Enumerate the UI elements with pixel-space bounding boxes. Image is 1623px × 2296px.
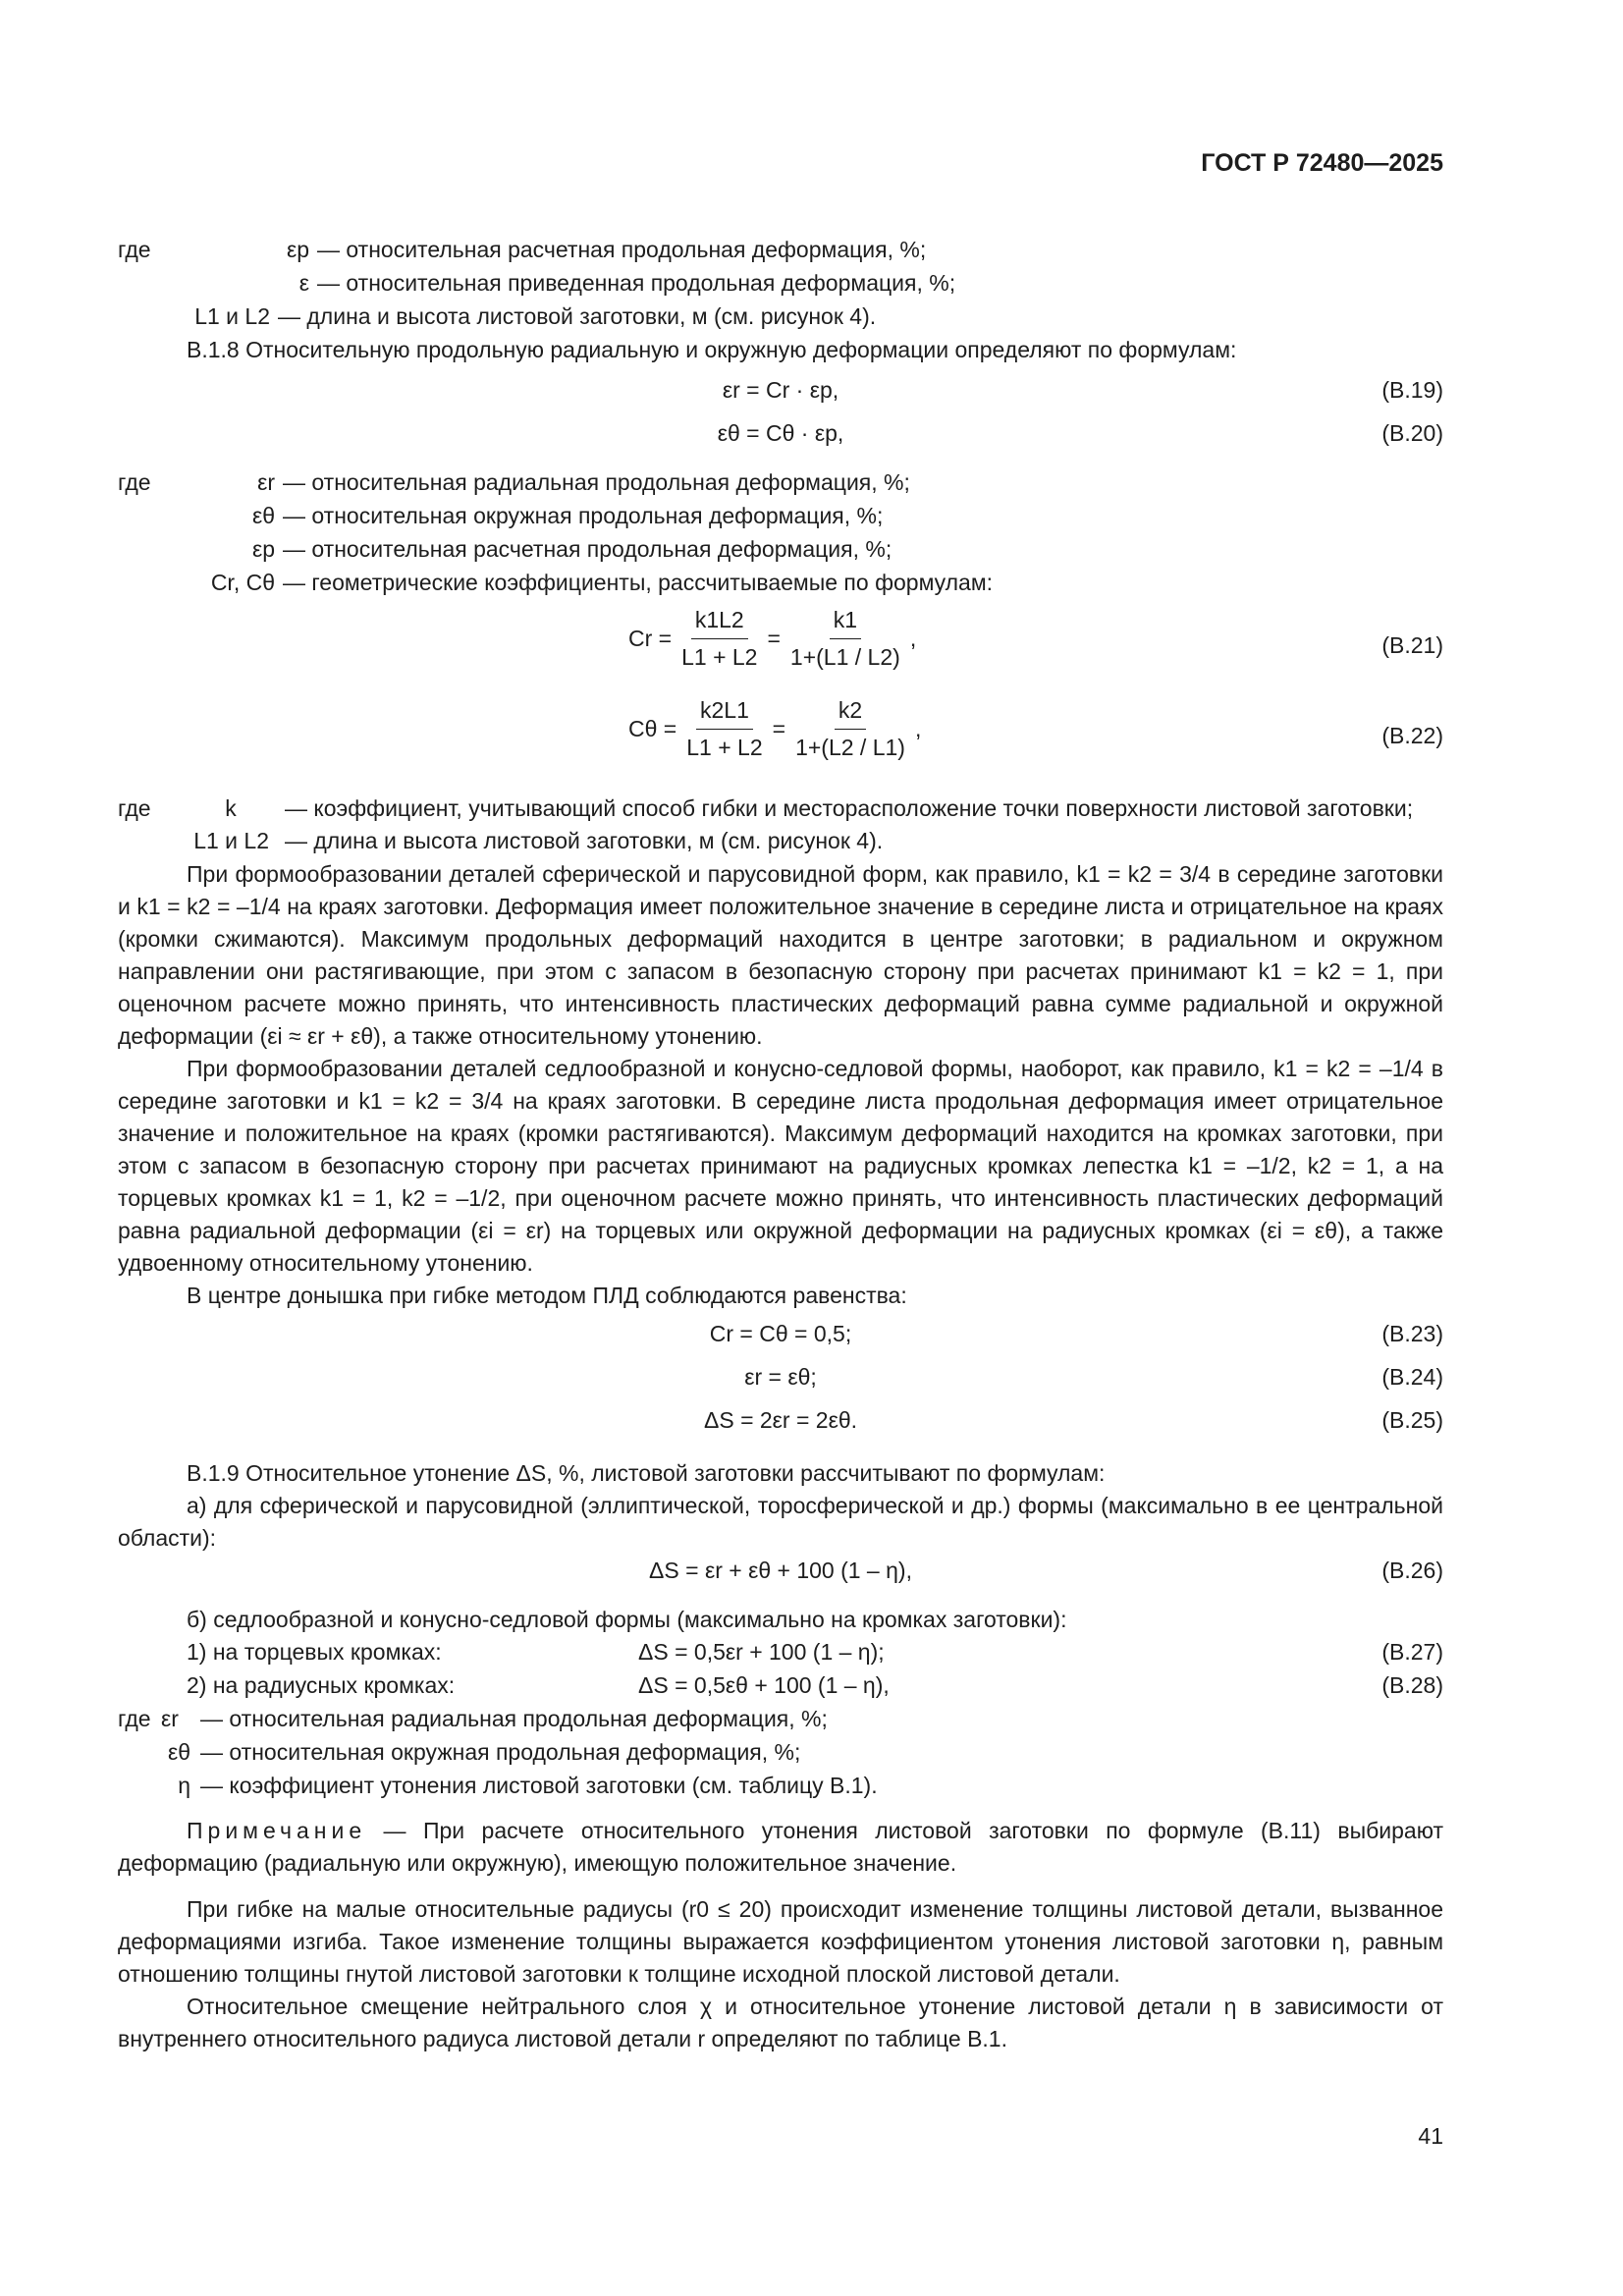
document-header: ГОСТ Р 72480—2025 (1201, 149, 1443, 177)
equation: εr = Cr · εp, (В.19) (722, 377, 1443, 403)
equation: ΔS = εr + εθ + 100 (1 – η), (В.26) (649, 1558, 1443, 1583)
paragraph: В.1.9 Относительное утонение ΔS, %, листовой заготовки рассчитывают по формулам: (187, 1460, 1106, 1486)
equation: ΔS = 2εr = 2εθ. (В.25) (703, 1407, 1443, 1433)
page-number: 41 (1418, 2123, 1443, 2149)
where-item: ε — относительная приведенная продольная деформация, %; (298, 270, 956, 296)
where-item: где εp — относительная расчетная продольная деформация, %; (118, 237, 927, 262)
where-item: L1 и L2 — длина и высота листовой заготовки, м (см. рисунок 4). (193, 828, 884, 853)
note (118, 1815, 1443, 1880)
paragraph: а) для сферической и парусовидной (эллиптической, торосферической и др.) формы (максимально в ее центральной области): (118, 1493, 1443, 1551)
paragraph: При формообразовании деталей седлообразной и конусно-седловой формы, наоборот, как правило, k1 = k2 = –1/4 в середине заготовки и k1 = k2 = 3/4 на краях заготовки. В середине листа продольная деформация имеет отрицательное значение и положительное на краях (кромки растягиваются). Максимум деформаций находится на кромках заготовки, при этом с запасом в безопасную сторону при расчетах принимают на радиусных кромках лепестка k1 = –1/2, k2 = 1, а на торцевых кромках k1 = 1, k2 = –1/2, при оценочном расчете можно принять, что интенсивность пластических деформаций равна радиальной деформации (εi = εr) на торцевых или окружной деформации на радиусных кромках (εi = εθ), а также удвоенному относительному утонению. (118, 1056, 1443, 1276)
equation: Cr = Cθ = 0,5; (В.23) (709, 1321, 1443, 1346)
paragraph: Относительное смещение нейтрального слоя χ и относительное утонение листовой детали η в зависимости от внутреннего относительного радиуса листовой детали r определяют по таблице В.1. (118, 1994, 1443, 2051)
note-text: — При расчете относительного утонения листовой заготовки по формуле (В.11) выбирают деформацию (радиальную или окружную), имеющую положительное значение. (118, 1818, 1443, 1876)
where-item: L1 и L2 — длина и высота листовой заготовки, м (см. рисунок 4). (194, 303, 877, 329)
where-item: Cr, Cθ — геометрические коэффициенты, рассчитываемые по формулам: (210, 570, 994, 595)
where-item: где εr — относительная радиальная продольная деформация, %; (118, 1706, 828, 1731)
where-item: где k — коэффициент, учитывающий способ гибки и месторасположение точки поверхности листовой заготовки; (118, 795, 1414, 821)
equation: 1) на торцевых кромках: ΔS = 0,5εr + 100 (1 – η); (В.27) (187, 1639, 1443, 1665)
equation: 2) на радиусных кромках: ΔS = 0,5εθ + 100 (1 – η), (В.28) (187, 1672, 1443, 1698)
note-label: Примечание (187, 1818, 367, 1843)
document-page (118, 0, 1443, 2296)
where-item: εθ — относительная окружная продольная деформация, %; (167, 1739, 801, 1765)
paragraph: В центре донышка при гибке методом ПЛД соблюдаются равенства: (187, 1283, 907, 1308)
equation-fraction: Cθ = $\frac{k2L1}{L1 + L2}$ = $\frac{k2}{1+(L2 / L1)}$ , (В.22) (118, 694, 1443, 785)
where-item: η — коэффициент утонения листовой заготовки (см. таблицу В.1). (178, 1773, 878, 1798)
equation: εθ = Cθ · εp, (В.20) (717, 420, 1443, 446)
paragraph: В.1.8 Относительную продольную радиальную и окружную деформации определяют по формулам: (187, 337, 1237, 362)
where-item: где εr — относительная радиальная продольная деформация, %; (118, 469, 910, 495)
document-body (118, 234, 1443, 2055)
paragraph: При гибке на малые относительные радиусы (r0 ≤ 20) происходит изменение толщины листовой детали, вызванное деформациями изгиба. Такое изменение толщины выражается коэффициентом утонения листовой заготовки η, равным отношению толщины гнутой листовой заготовки к толщине исходной плоской листовой детали. (118, 1896, 1443, 1987)
equation: εr = εθ; (В.24) (744, 1364, 1443, 1390)
paragraph: б) седлообразной и конусно-седловой формы (максимально на кромках заготовки): (187, 1607, 1067, 1632)
equation-fraction: Cr = $\frac{k1L2}{L1 + L2}$ = $\frac{k1}{1+(L1 / L2)}$ , (В.21) (118, 604, 1443, 694)
paragraph: При формообразовании деталей сферической и парусовидной форм, как правило, k1 = k2 = 3/4 в середине заготовки и k1 = k2 = –1/4 на краях заготовки. Деформация имеет положительное значение в середине листа и отрицательное на краях (кромки сжимаются). Максимум продольных деформаций находится в центре заготовки; в радиальном и окружном направлении они растягивающие, при этом с запасом в безопасную сторону при расчетах принимают k1 = k2 = 1, при оценочном расчете можно принять, что интенсивность пластических деформаций равна сумме радиальной и окружной деформации (εi ≈ εr + εθ), а также относительному утонению. (118, 861, 1443, 1049)
where-item: εp — относительная расчетная продольная деформация, %; (251, 536, 893, 562)
where-item: εθ — относительная окружная продольная деформация, %; (251, 503, 884, 528)
